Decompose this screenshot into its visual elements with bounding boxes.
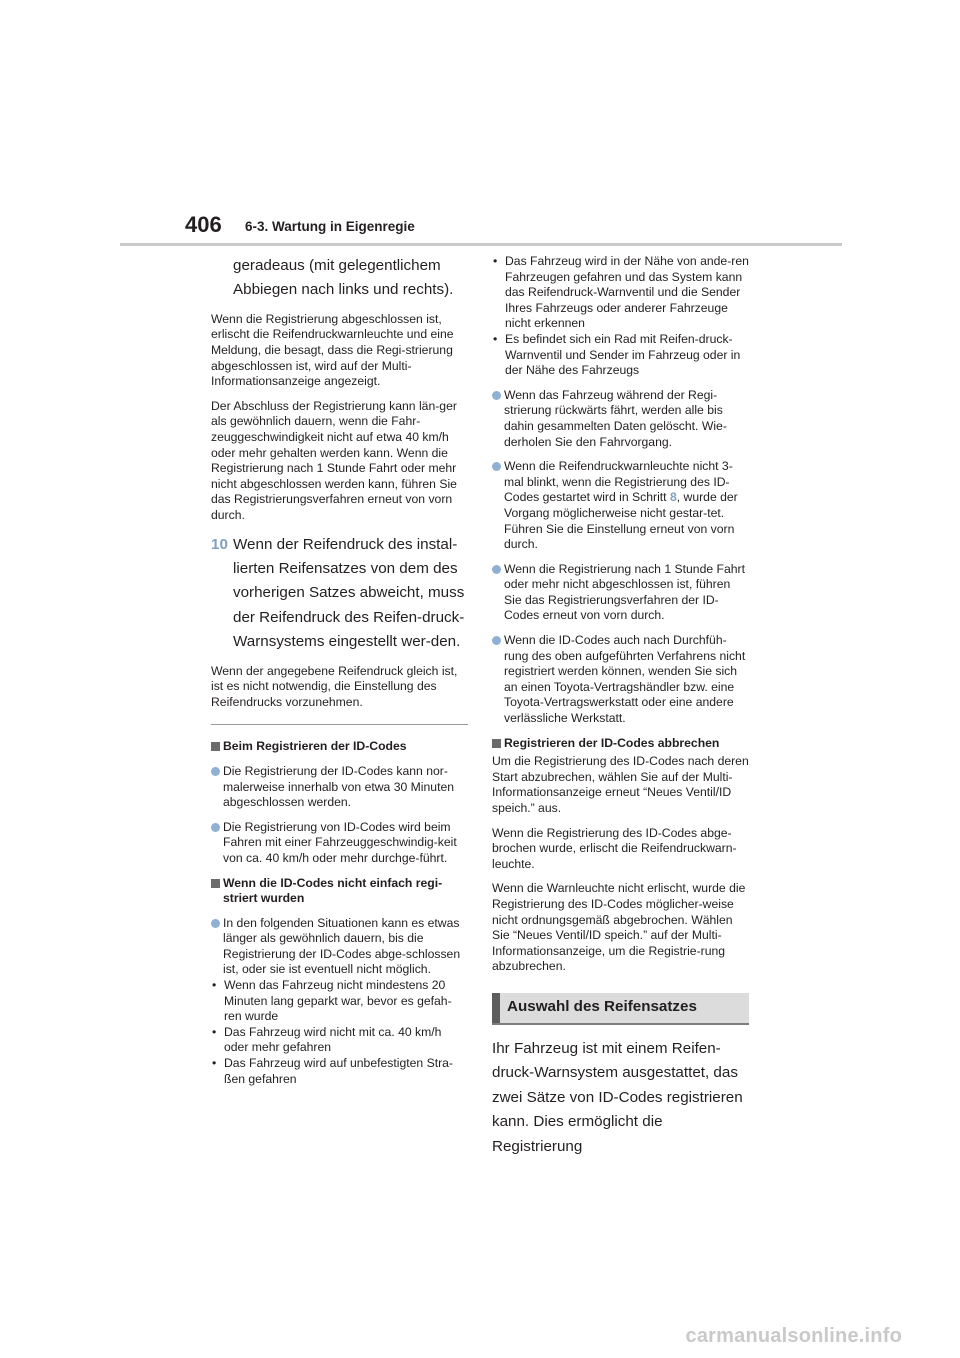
dash-item: • Das Fahrzeug wird in der Nähe von ande-ren Fahrzeugen gefahren und das System kann das Reifendruck-Warnventil und die Sender Ihres Fahrzeugs oder anderer Fahrzeuge nicht erkennen xyxy=(493,254,749,331)
circle-bullet-icon xyxy=(211,919,220,928)
step-10 xyxy=(211,533,468,655)
dash-item: • Es befindet sich ein Rad mit Reifen-druck-Warnventil und Sender im Fahrzeug oder in der Nähe des Fahrzeugs xyxy=(493,331,741,378)
step-reference: 8 xyxy=(669,490,677,505)
paragraph-cancelled: Wenn die Registrierung des ID-Codes abge-brochen wurde, erlischt die Reifendruckwarn-leuchte. xyxy=(492,825,737,871)
circle-bullet-icon xyxy=(492,565,501,574)
subheading-not-registered: Wenn die ID-Codes nicht einfach regi-striert wurden xyxy=(211,876,468,907)
paragraph-tire-set-intro: Ihr Fahrzeug ist mit einem Reifen-druck-Warnsystem ausgestattet, das zwei Sätze von ID-Codes registrieren kann. Dies ermöglicht die Registrierung xyxy=(492,1039,743,1155)
dash-item: • Das Fahrzeug wird nicht mit ca. 40 km/h oder mehr gefahren xyxy=(212,1024,442,1055)
circle-bullet-icon xyxy=(211,767,220,776)
dash-item: • Das Fahrzeug wird auf unbefestigten Stra-ßen gefahren xyxy=(212,1056,453,1086)
left-column xyxy=(211,254,468,1087)
circle-bullet-icon xyxy=(492,462,501,471)
circle-bullet-icon xyxy=(492,391,501,400)
page-number: 406 xyxy=(185,212,222,237)
bullet-item: Die Registrierung der ID-Codes kann nor-malerweise innerhalb von etwa 30 Minuten abgeschlossen werden. xyxy=(211,764,468,811)
step-text: Wenn der Reifendruck des instal-lierten Reifensatzes von dem des vorherigen Satzes abweicht, muss der Reifendruck des Reifen-druck-Warnsystems eingestellt wer-den. xyxy=(233,535,465,651)
right-column xyxy=(492,254,749,1159)
section-divider xyxy=(211,724,468,725)
section-title: 6-3. Wartung in Eigenregie xyxy=(245,219,415,234)
bullet-item: Wenn die Reifendruckwarnleuchte nicht 3-mal blinkt, wenn die Registrierung des ID-Codes gestartet wird in Schritt 8, wurde der Vorgang möglicherweise nicht gestar-tet. Führen Sie die Einstellung erneut von vorn durch. xyxy=(492,459,749,553)
paragraph-pressure-note: Wenn der angegebene Reifendruck gleich ist, ist es nicht notwendig, die Einstellung des Reifendrucks vorzunehmen. xyxy=(211,663,458,709)
box-heading-label: Auswahl des Reifensatzes xyxy=(507,997,697,1015)
paragraph-registration-complete: Wenn die Registrierung abgeschlossen ist, erlischt die Reifendruckwarnleuchte und eine Meldung, die besagt, dass die Regi-strierung abgeschlossen ist, wird auf der Multi-Informationsanzeige angezeigt. xyxy=(211,311,454,389)
square-bullet-icon xyxy=(492,739,501,748)
paragraph-warning-light: Wenn die Warnleuchte nicht erlischt, wurde die Registrierung des ID-Codes möglicher-weise nicht ordnungsgemäß abgebrochen. Wählen Sie “Neues Ventil/ID speich.” auf der Multi-Informationsanzeige, um die Registrie-rung abzubrechen. xyxy=(492,881,746,974)
circle-bullet-icon xyxy=(492,636,501,645)
step-number: 10 xyxy=(211,535,228,553)
watermark: carmanualsonline.info xyxy=(685,1325,902,1347)
header-divider xyxy=(120,243,842,246)
paragraph-cancel: Um die Registrierung des ID-Codes nach deren Start abzubrechen, wählen Sie auf der Multi-Informationsanzeige erneut “Neues Ventil/ID speich.” aus. xyxy=(492,754,749,815)
bullet-item: Wenn das Fahrzeug während der Regi-strierung rückwärts fährt, werden alle bis dahin gesammelten Daten gelöscht. Wie-derholen Sie den Fahrvorgang. xyxy=(492,388,749,450)
bullet-item: Wenn die ID-Codes auch nach Durchfüh-rung des oben aufgeführten Verfahrens nicht registriert werden können, wenden Sie sich an einen Toyota-Vertragshändler bzw. eine Toyota-Vertragswerkstatt oder eine andere verlässliche Werkstatt. xyxy=(492,633,749,727)
subheading-cancel-registration: Registrieren der ID-Codes abbrechen xyxy=(492,736,749,752)
bullet-item: Wenn die Registrierung nach 1 Stunde Fahrt oder mehr nicht abgeschlossen ist, führen Sie das Registrierungsverfahren der ID-Codes erneut von vorn durch. xyxy=(492,562,749,624)
subheading-registering-id-codes: Beim Registrieren der ID-Codes xyxy=(211,739,468,755)
dash-item: • Wenn das Fahrzeug nicht mindestens 20 Minuten lang geparkt war, bevor es gefah-ren wurde xyxy=(212,978,452,1024)
paragraph-registration-duration: Der Abschluss der Registrierung kann län-ger als gewöhnlich dauern, wenn die Fahr-zeuggeschwindigkeit nicht auf etwa 40 km/h oder mehr gehalten werden kann. Wenn die Registrierung nach 1 Stunde Fahrt oder mehr nicht abgeschlossen werden kann, führen Sie das Registrierungsverfahren erneut von vorn durch. xyxy=(211,398,457,522)
heading-underline xyxy=(492,1023,749,1025)
square-bullet-icon xyxy=(211,742,220,751)
circle-bullet-icon xyxy=(211,823,220,832)
heading-bar xyxy=(492,993,500,1023)
bullet-item: Die Registrierung von ID-Codes wird beim Fahren mit einer Fahrzeuggeschwindig-keit von ca. 40 km/h oder mehr durchge-führt. xyxy=(211,820,468,867)
bullet-item: In den folgenden Situationen kann es etwas länger als gewöhnlich dauern, bis die Registrierung der ID-Codes abge-schlossen ist, oder sie ist eventuell nicht möglich. xyxy=(211,916,468,978)
box-heading xyxy=(492,993,749,1023)
intro-text: geradeaus (mit gelegentlichem Abbiegen nach links und rechts). xyxy=(233,257,454,299)
square-bullet-icon xyxy=(211,879,220,888)
